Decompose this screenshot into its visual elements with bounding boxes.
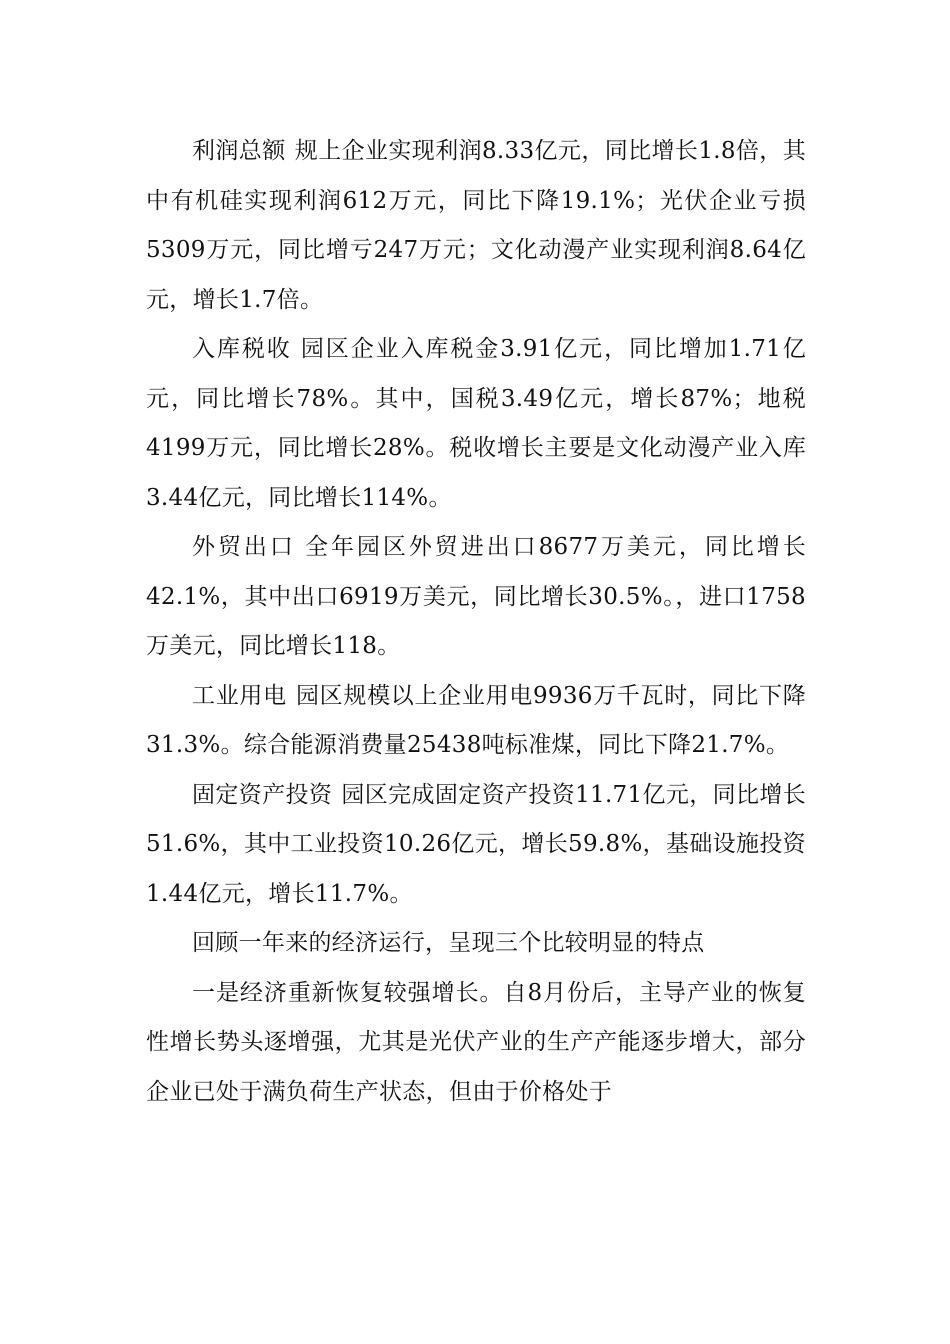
paragraph-point-one bbox=[146, 969, 806, 1118]
paragraph-text: 园区规模以上企业用电9936万千瓦时，同比下降31.3%。综合能源消费量25438吨标准煤，同比下降21.7%。 bbox=[146, 682, 806, 758]
paragraph-trade bbox=[146, 523, 806, 672]
paragraph-heading: 工业用电 bbox=[192, 682, 287, 709]
document-body bbox=[146, 127, 806, 1117]
paragraph-heading: 固定资产投资 bbox=[192, 781, 333, 808]
paragraph-tax bbox=[146, 325, 806, 523]
paragraph-text: 全年园区外贸进出口8677万美元，同比增长42.1%，其中出口6919万美元，同比增长30.5%。，进口1758万美元，同比增长118。 bbox=[146, 534, 806, 659]
paragraph-investment bbox=[146, 771, 806, 920]
paragraph-heading: 入库税收 bbox=[192, 336, 292, 362]
paragraph-text: 园区完成固定资产投资11.71亿元，同比增长51.6%，其中工业投资10.26亿元，增长59.8%，基础设施投资1.44亿元，增长11.7%。 bbox=[146, 781, 806, 907]
paragraph-heading: 利润总额 bbox=[192, 138, 286, 164]
paragraph-text: 回顾一年来的经济运行，呈现三个比较明显的特点 bbox=[192, 930, 705, 956]
paragraph-profit bbox=[146, 127, 806, 325]
paragraph-electricity bbox=[146, 672, 806, 771]
paragraph-text: 规上企业实现利润8.33亿元，同比增长1.8倍，其中有机硅实现利润612万元，同比下降19.1%；光伏企业亏损5309万元，同比增亏247万元；文化动漫产业实现利润8.64亿元，增长1.7倍。 bbox=[146, 138, 806, 313]
paragraph-review bbox=[146, 919, 806, 969]
paragraph-text: 园区企业入库税金3.91亿元，同比增加1.71亿元，同比增长78%。其中，国税3.49亿元，增长87%；地税4199万元，同比增长28%。税收增长主要是文化动漫产业入库3.44亿元，同比增长114%。 bbox=[146, 336, 807, 511]
paragraph-text: 一是经济重新恢复较强增长。自8月份后，主导产业的恢复性增长势头逐增强，尤其是光伏产业的生产产能逐步增大，部分企业已处于满负荷生产状态，但由于价格处于 bbox=[146, 979, 806, 1105]
paragraph-heading: 外贸出口 bbox=[192, 534, 296, 560]
